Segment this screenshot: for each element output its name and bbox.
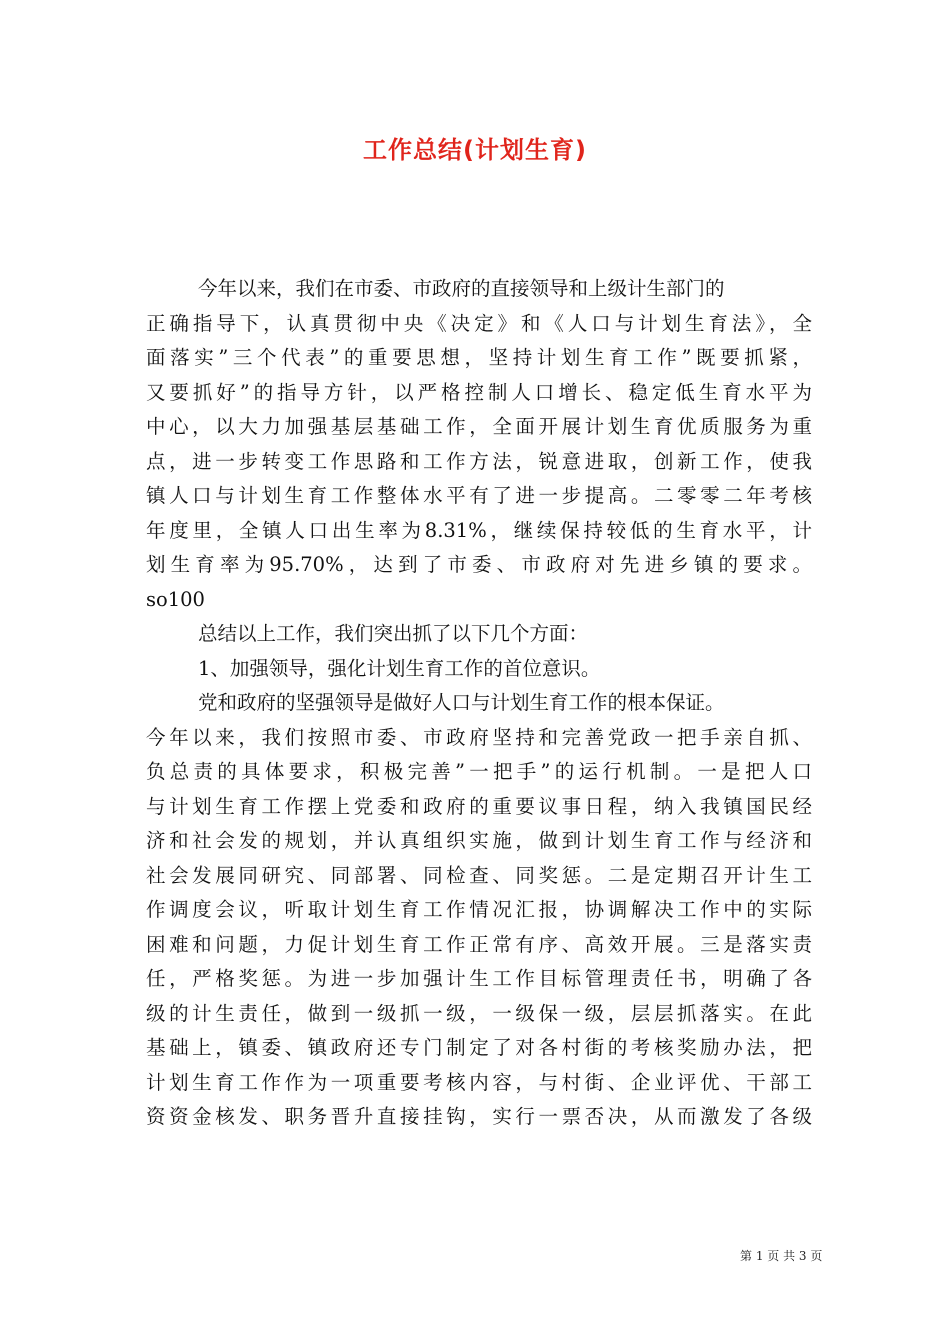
text-line: 任，严格奖惩。为进一步加强计生工作目标管理责任书，明确了各	[146, 967, 812, 990]
text-line: 中心，以大力加强基层基础工作，全面开展计划生育优质服务为重	[146, 415, 812, 438]
text-line: 困难和问题，力促计划生育工作正常有序、高效开展。三是落实责	[146, 932, 812, 956]
text-line: 济和社会发的规划，并认真组织实施，做到计划生育工作与经济和	[146, 829, 812, 852]
text-line: 正确指导下，认真贯彻中央《决定》和《人口与计划生育法》，全	[146, 311, 812, 335]
text-line: 与计划生育工作摆上党委和政府的重要议事日程，纳入我镇国民经	[146, 794, 812, 818]
text-line: 总结以上工作，我们突出抓了以下几个方面：	[198, 622, 589, 645]
text-line: so100	[146, 587, 205, 611]
text-line: 面落实”三个代表”的重要思想，坚持计划生育工作”既要抓紧，	[146, 346, 812, 369]
text-line: 又要抓好”的指导方针，以严格控制人口增长、稳定低生育水平为	[146, 380, 812, 404]
text-line: 社会发展同研究、同部署、同检查、同奖惩。二是定期召开计生工	[146, 863, 812, 887]
text-line: 计划生育工作作为一项重要考核内容，与村街、企业评优、干部工	[146, 1070, 812, 1094]
text-line: 划生育率为95.70%，达到了市委、市政府对先进乡镇的要求。	[146, 553, 812, 576]
text-line: 作调度会议，听取计划生育工作情况汇报，协调解决工作中的实际	[146, 898, 812, 921]
document-title: 工作总结(计划生育)	[363, 136, 587, 164]
text-line: 今年以来，我们在市委、市政府的直接领导和上级计生部门的	[198, 277, 725, 300]
text-line: 镇人口与计划生育工作整体水平有了进一步提高。二零零二年考核	[146, 484, 812, 507]
text-line: 党和政府的坚强领导是做好人口与计划生育工作的根本保证。	[198, 691, 725, 714]
text-line: 年度里，全镇人口出生率为8.31%，继续保持较低的生育水平，计	[146, 518, 812, 542]
page-number: 第 1 页 共 3 页	[740, 1249, 823, 1263]
text-line: 点，进一步转变工作思路和工作方法，锐意进取，创新工作，使我	[146, 449, 812, 473]
text-line: 资资金核发、职务晋升直接挂钩，实行一票否决，从而激发了各级	[146, 1105, 812, 1128]
text-line: 负总责的具体要求，积极完善”一把手”的运行机制。一是把人口	[146, 760, 812, 783]
text-line: 今年以来，我们按照市委、市政府坚持和完善党政一把手亲自抓、	[146, 725, 812, 749]
document-body	[146, 272, 812, 1135]
text-line: 1、加强领导，强化计划生育工作的首位意识。	[198, 656, 601, 680]
text-line: 级的计生责任，做到一级抓一级，一级保一级，层层抓落实。在此	[146, 1001, 812, 1025]
text-line: 基础上，镇委、镇政府还专门制定了对各村街的考核奖励办法，把	[146, 1036, 812, 1059]
